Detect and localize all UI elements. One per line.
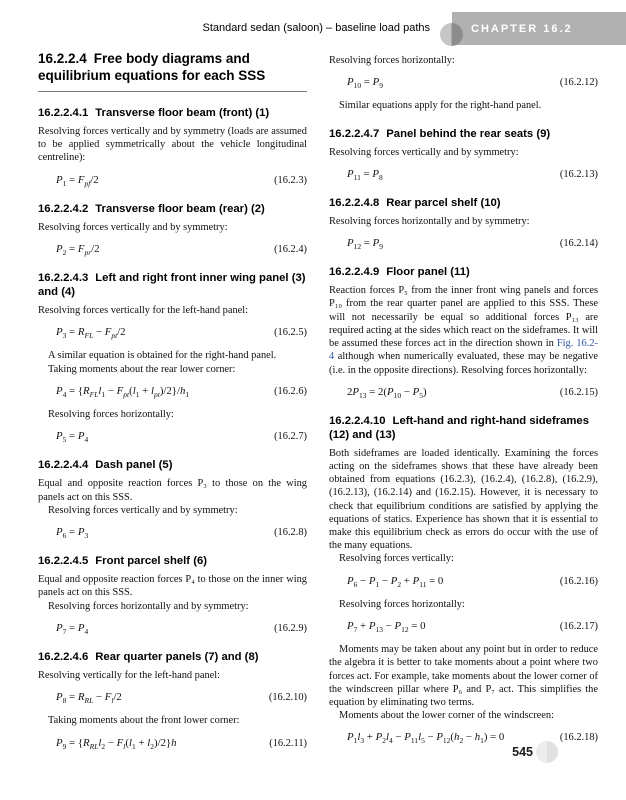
equation — [329, 237, 598, 251]
page-number: 545 — [512, 745, 533, 759]
paragraph: Resolving forces vertically: — [339, 553, 454, 565]
equation-number: (16.2.14) — [559, 238, 598, 250]
equation-number: (16.2.18) — [559, 732, 598, 744]
subsection-title: Rear quarter panels (7) and (8) — [95, 650, 259, 663]
equation-math: $P_2 = F_{pr}/2$ — [56, 242, 100, 258]
subsection-heading — [38, 650, 307, 664]
subsection-number: 16.2.2.4.2 — [38, 202, 89, 215]
subsection-title: Front parcel shelf (6) — [95, 555, 207, 568]
subsection-heading — [38, 106, 307, 120]
equation-number: (16.2.16) — [559, 575, 598, 587]
paragraph: Equal and opposite reaction forces P₃ to those on the wing panels act on this SSS. — [38, 478, 307, 503]
figure-link[interactable]: Fig. 16.2-4 — [329, 338, 598, 363]
two-column-layout — [38, 50, 598, 760]
equation — [38, 385, 307, 399]
subsection-number: 16.2.2.4.9 — [329, 266, 380, 279]
subsection-heading — [38, 271, 307, 299]
subsection-number: 16.2.2.4.4 — [38, 459, 89, 472]
section-title — [38, 50, 307, 84]
subsection-title: Rear parcel shelf (10) — [386, 196, 501, 209]
paragraph: Resolving forces horizontally and by symmetry: — [329, 215, 530, 227]
right-column — [329, 50, 598, 760]
equation-number: (16.2.5) — [274, 327, 307, 339]
subsection-number: 16.2.2.4.10 — [329, 414, 386, 427]
equation-math: $P_{11} = P_8$ — [347, 167, 383, 182]
equation — [38, 174, 307, 188]
chapter-banner — [452, 12, 626, 45]
equation — [38, 691, 307, 705]
equation-number: (16.2.10) — [268, 692, 307, 704]
paragraph: Moments may be taken about any point but in order to reduce the algebra it is better to take moments about a point where two forces act. For example, take moments about the lower corner of the windscreen pillar where P₆ and P₇ act. This simplifies the equation by eliminating two terms. — [329, 644, 598, 709]
equation-math: $P_6 - P_1 - P_2 + P_{11} = 0$ — [347, 574, 444, 589]
equation-number: (16.2.15) — [559, 386, 598, 398]
paragraph: Similar equations apply for the right-hand panel. — [339, 100, 542, 112]
subsection-heading — [38, 458, 307, 472]
equation-number: (16.2.3) — [274, 174, 307, 186]
equation — [329, 620, 598, 634]
equation-math: $P_{12} = P_9$ — [347, 237, 383, 252]
subsection-title: Transverse floor beam (front) (1) — [95, 107, 270, 119]
equation-number: (16.2.8) — [274, 527, 307, 539]
equation-math: $P_7 = P_4$ — [56, 621, 89, 636]
paragraph: Resolving forces horizontally: — [339, 598, 465, 610]
equation — [38, 526, 307, 540]
paragraph: A similar equation is obtained for the right-hand panel. — [48, 350, 277, 362]
equation — [329, 168, 598, 182]
paragraph — [329, 284, 598, 376]
equation-math: $P_6 = P_3$ — [56, 526, 89, 541]
left-column — [38, 50, 307, 760]
subsection-number: 16.2.2.4.8 — [329, 196, 380, 209]
running-title: Standard sedan (saloon) – baseline load paths — [202, 22, 430, 34]
section-rule — [38, 91, 307, 92]
equation-number: (16.2.4) — [274, 243, 307, 255]
section-title-text: Free body diagrams and equilibrium equations for each SSS — [38, 51, 266, 83]
paragraph: Taking moments about the rear lower corner: — [48, 363, 236, 375]
subsection-heading — [38, 202, 307, 216]
paragraph: Resolving forces vertically and by symmetry: — [38, 221, 228, 233]
subsection-heading — [329, 196, 598, 210]
paragraph-text: although when numerically evaluated, these may be negative (i.e. in the opposite directions). Resolving forces horizontally: — [329, 351, 598, 376]
equation-number: (16.2.7) — [274, 431, 307, 443]
subsection-title: Transverse floor beam (rear) (2) — [95, 202, 265, 215]
equation-number: (16.2.17) — [559, 621, 598, 633]
equation — [38, 326, 307, 340]
equation-math: $P_5 = P_4$ — [56, 430, 89, 445]
equation — [38, 430, 307, 444]
section-number: 16.2.2.4 — [38, 51, 87, 66]
subsection-title: Floor panel (11) — [386, 266, 470, 279]
paragraph: Resolving forces horizontally and by symmetry: — [48, 600, 249, 612]
equation-math: $P_7 + P_{13} - P_{12} = 0$ — [347, 620, 426, 635]
equation-number: (16.2.13) — [559, 168, 598, 180]
equation — [38, 737, 307, 751]
equation-number: (16.2.12) — [559, 77, 598, 89]
equation-math: $P_1l_3 + P_2l_4 - P_{11}l_5 - P_{12}(h_2 - h_1) = 0$ — [347, 731, 505, 746]
subsection-heading — [38, 554, 307, 568]
subsection-number: 16.2.2.4.7 — [329, 127, 380, 140]
equation — [38, 622, 307, 636]
page-number-circle-icon — [536, 741, 558, 763]
paragraph: Resolving forces vertically and by symmetry: — [329, 146, 519, 158]
chapter-label: CHAPTER 16.2 — [471, 22, 573, 35]
equation — [38, 243, 307, 257]
equation-math: $P_4 = \{R_{FL}l_1 - F_{pt}(l_1 + l_{pt})/2\}/h_1$ — [56, 384, 190, 400]
paragraph: Equal and opposite reaction forces P₄ to those on the inner wing panels act on this SSS. — [38, 574, 307, 599]
equation — [329, 575, 598, 589]
paragraph: Resolving vertically for the left-hand panel: — [38, 669, 221, 681]
page-footer — [512, 741, 558, 763]
equation-math: $P_{10} = P_9$ — [347, 76, 383, 91]
paragraph: Resolving forces horizontally: — [329, 55, 455, 66]
equation-number: (16.2.9) — [274, 622, 307, 634]
equation-math: $P_8 = R_{RL} - F_l/2$ — [56, 691, 122, 706]
equation-math: $2P_{13} = 2(P_{10} - P_5)$ — [347, 385, 427, 400]
subsection-title: Dash panel (5) — [95, 459, 173, 472]
paragraph: Taking moments about the front lower corner: — [48, 715, 240, 727]
equation-math: $P_9 = \{R_{RL}l_2 - F_l(l_1 + l_2)/2\}h$ — [56, 736, 177, 751]
subsection-number: 16.2.2.4.1 — [38, 107, 89, 119]
subsection-number: 16.2.2.4.5 — [38, 555, 89, 568]
equation — [329, 386, 598, 400]
equation-number: (16.2.6) — [274, 385, 307, 397]
equation — [329, 76, 598, 90]
subsection-title: Left and right front inner wing panel (3) and (4) — [38, 272, 306, 299]
subsection-heading — [329, 414, 598, 442]
subsection-heading — [329, 127, 598, 141]
paragraph: Resolving forces vertically and by symmetry (loads are assumed to be applied symmetrically about the vehicle longitudinal centreline): — [38, 126, 307, 164]
subsection-number: 16.2.2.4.3 — [38, 272, 89, 285]
chapter-circle-icon — [440, 23, 463, 46]
paragraph: Resolving forces vertically for the left-hand panel: — [38, 305, 249, 317]
subsection-title: Panel behind the rear seats (9) — [386, 127, 551, 140]
paragraph: Resolving forces horizontally: — [48, 409, 174, 421]
paragraph: Both sideframes are loaded identically. Examining the forces acting on the sideframes shows that these have already been obtained from equations (16.2.3), (16.2.4), (16.2.8), (16.2.9), (16.2.13), (16.2.14) and (16.2.15). However, it is necessary to check that equilibrium conditions are satisfied by applying the equations of statics. Experience has shown that it is essential to make this equilibrium check as errors do occur with the use of the many equations. — [329, 447, 598, 552]
subsection-number: 16.2.2.4.6 — [38, 650, 89, 663]
paragraph: Resolving forces vertically and by symmetry: — [48, 504, 238, 516]
subsection-heading — [329, 265, 598, 279]
equation-math: $P_3 = R_{FL} - F_{pt}/2$ — [56, 326, 126, 341]
paragraph-text: Reaction forces P₅ from the inner front wing panels and forces P₁₀ from the rear quarter panel are applied to this SSS. These will not necessarily be equal so additional forces P₁₃ are required acting at the sides which react on the sideframes. It will be assumed these forces act in the direction shown in — [329, 285, 598, 350]
subsection-title: Left-hand and right-hand sideframes (12) and (13) — [329, 414, 590, 441]
equation-number: (16.2.11) — [269, 737, 307, 749]
equation-math: $P_1 = F_{pf}/2$ — [56, 173, 99, 188]
paragraph: Moments about the lower corner of the windscreen: — [339, 710, 554, 722]
